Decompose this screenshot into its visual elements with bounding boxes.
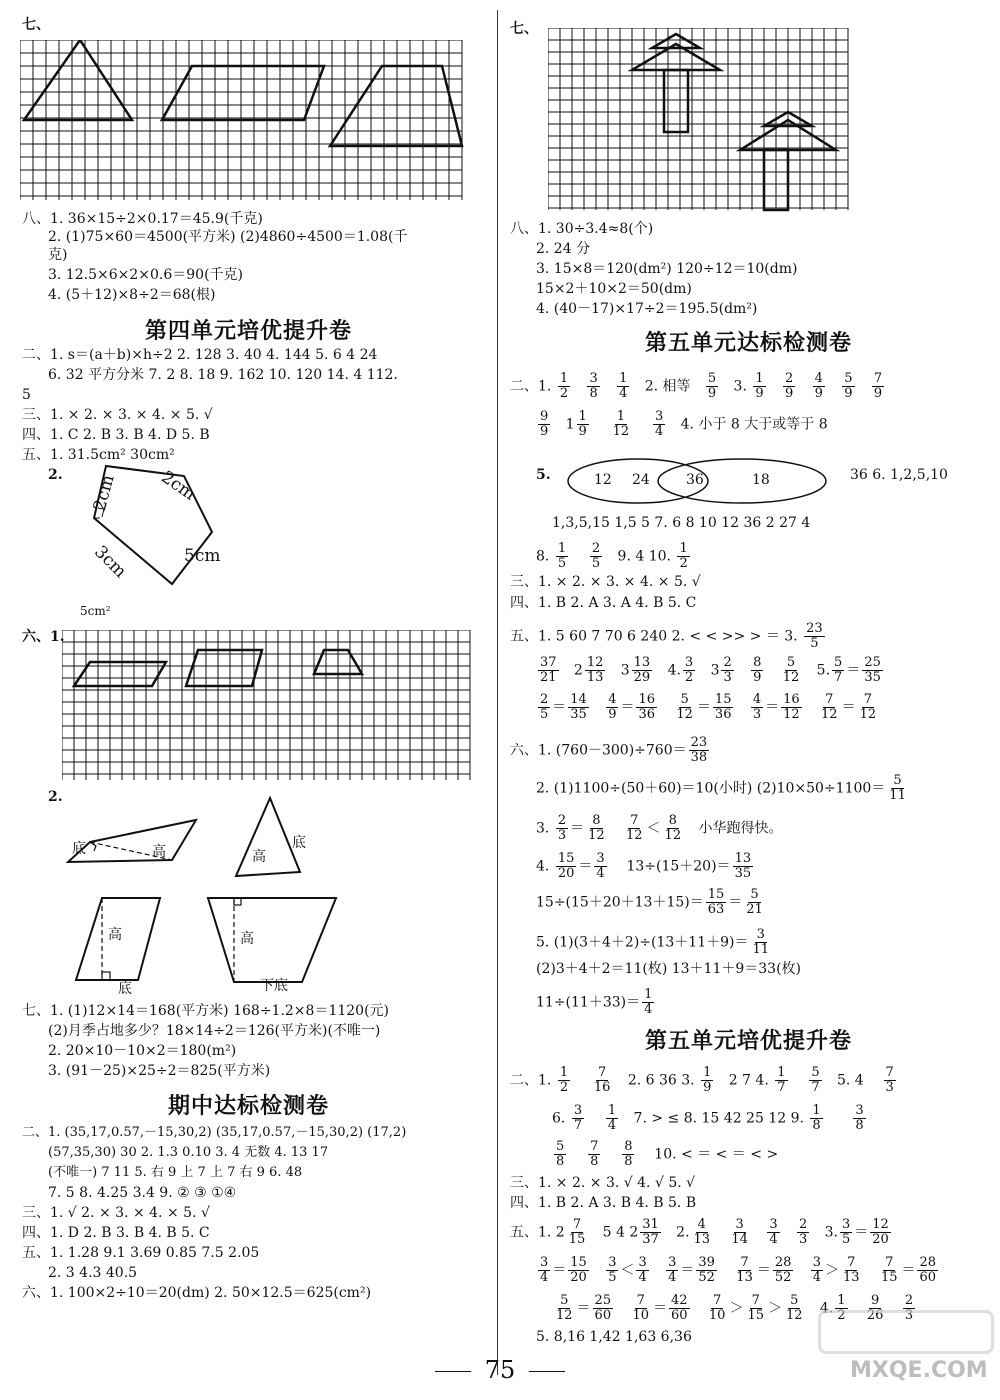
mid-line4: 7. 5 8. 4.25 3.4 9. ② ③ ①④ bbox=[48, 1185, 237, 1201]
u4-sec6-q2: 2. bbox=[48, 789, 63, 805]
grid-shapes-figure bbox=[20, 40, 470, 210]
page-number: 75 bbox=[0, 1356, 1000, 1384]
unit5-advanced-title: 第五单元培优提升卷 bbox=[644, 1029, 852, 1054]
lbl-height-3: 高 bbox=[108, 927, 122, 943]
u5-row18: 11÷(11＋33)＝ $\frac{1}{4}$ bbox=[536, 987, 653, 1017]
u5b-row5: 四、1. B 2. A 3. B 4. B 5. B bbox=[510, 1195, 697, 1211]
u5b-row8: $\frac{5}{12}$ ＝ $\frac{25}{60}$ $\frac{7}{10}$ ＝ $\frac{42}{60}$ $\frac{7}{10}$ ＞ $\frac{7}{15}$ ＞ $\frac{5}{12}$ 4. $\frac{1}{2}$ $\frac{9}{26}$ $\frac{2}{3}$ bbox=[556, 1293, 914, 1323]
u5b-row7: $\frac{3}{4}$ ＝ $\frac{15}{20}$ $\frac{3}{5}$ ＜ $\frac{3}{4}$ $\frac{3}{4}$ ＝ $\frac{39}{52}$ $\frac{7}{13}$ ＝ $\frac{28}{52}$ $\frac{3}{4}$ ＞ $\frac{7}{13}$ $\frac{7}{15}$ ＝ $\frac{28}{60}$ bbox=[540, 1255, 937, 1285]
left-sec7b-line3: 2. 20×10－10×2＝180(m²) bbox=[48, 1043, 237, 1059]
right-sec8-line1: 八、1. 30÷3.4≈8(个) bbox=[510, 221, 654, 237]
right-sec8-line2: 2. 24 分 bbox=[536, 241, 591, 257]
quad-label-left-top: 2cm bbox=[89, 472, 119, 514]
u4-line7: 2. bbox=[48, 467, 63, 483]
left-sec8-line2: 2. (1)75×60＝4500(平方米) (2)4860÷4500＝1.08(千 bbox=[48, 229, 408, 245]
right-sec8-line3: 3. 15×8＝120(dm²) 120÷12＝10(dm) bbox=[536, 261, 798, 277]
u5-row7: 四、1. B 2. A 3. A 4. B 5. C bbox=[510, 595, 697, 611]
venn-value-4: 18 bbox=[752, 472, 770, 488]
u5-row14: 4. $\frac{15}{20}$ ＝ $\frac{3}{4}$ 13÷(15＋20)＝ $\frac{13}{35}$ bbox=[536, 851, 752, 881]
grid-figure-2 bbox=[62, 630, 474, 785]
lbl-base-1: 底 bbox=[72, 841, 86, 857]
quad-label-bottom-left: 3cm bbox=[90, 542, 131, 582]
parallelogram-shape-3 bbox=[186, 650, 262, 686]
heights-figure bbox=[66, 790, 366, 990]
u5-row5: 8. $\frac{1}{5}$ $\frac{2}{5}$ 9. 4 10. $\frac{1}{2}$ bbox=[536, 541, 688, 571]
u5b-row9: 5. 8,16 1,42 1,63 6,36 bbox=[536, 1329, 692, 1345]
u5-row12: 2. (1)1100÷(50＋60)＝10(小时) (2)10×50÷1100＝ $\frac{5}{11}$ bbox=[536, 773, 906, 803]
u5b-row1: 二、1. $\frac{1}{2}$ $\frac{7}{16}$ 2. 6 36 3. $\frac{1}{9}$ 2 7 4. $\frac{1}{7}$ $\frac{5}{7}$ 5. 4 $\frac{7}{3}$ bbox=[510, 1065, 894, 1095]
column-divider bbox=[497, 10, 498, 1375]
u5-row11: 六、1. (760－300)÷760＝ $\frac{23}{38}$ bbox=[510, 735, 708, 765]
u5-row1: 二、1. $\frac{1}{2}$ $\frac{3}{8}$ $\frac{1}{4}$ 2. 相等 $\frac{5}{9}$ 3. $\frac{1}{9}$ $\frac{2}{9}$ $\frac{4}{9}$ $\frac{5}{9}$ $\frac{7}{9}$ bbox=[510, 371, 883, 401]
lbl-lower-base: 下底 bbox=[260, 978, 288, 994]
u4-line4: 三、1. × 2. × 3. × 4. × 5. √ bbox=[22, 407, 213, 423]
grid-tree-figure bbox=[548, 28, 852, 213]
mid-line8: 2. 3 4.3 40.5 bbox=[48, 1265, 138, 1281]
u4-area-answer: 5cm² bbox=[80, 604, 111, 618]
u5b-row4: 三、1. × 2. × 3. √ 4. √ 5. √ bbox=[510, 1175, 696, 1191]
parallelogram-shape bbox=[162, 66, 324, 120]
mid-line3: (不唯一) 7 11 5. 右 9 上 7 上 7 右 9 6. 48 bbox=[48, 1165, 303, 1180]
lbl-base-3: 底 bbox=[118, 981, 132, 997]
right-sec8-line4: 15×2＋10×2＝50(dm) bbox=[536, 281, 692, 297]
u4-line2: 6. 32 平方分米 7. 2 8. 18 9. 162 10. 120 14. 4 112. bbox=[48, 367, 398, 383]
lbl-height-1: 高 bbox=[152, 844, 166, 860]
u5-row2: $\frac{9}{9}$ 1 $\frac{1}{9}$ $\frac{1}{12}$ $\frac{3}{4}$ 4. 小于 8 大于或等于 8 bbox=[540, 409, 828, 439]
watermark-text: MXQE.COM bbox=[850, 1358, 988, 1383]
triangle-shape bbox=[24, 40, 132, 120]
watermark-logo bbox=[818, 1310, 994, 1354]
left-sec8-line1: 八、1. 36×15÷2×0.17＝45.9(千克) bbox=[22, 211, 263, 227]
u5-row8: 五、1. 5 60 7 70 6 240 2. < < >> > ＝ 3. $\frac{23}{5}$ bbox=[510, 621, 823, 651]
u5-q5-label: 5. bbox=[536, 467, 551, 483]
u5b-row3: $\frac{5}{8}$ $\frac{7}{8}$ $\frac{8}{8}$ 10. < ＝ < ＝ < > bbox=[556, 1139, 779, 1169]
left-sec8-line4: 3. 12.5×6×2×0.6＝90(千克) bbox=[48, 267, 243, 283]
left-section-7-label: 七、 bbox=[22, 17, 50, 33]
left-sec8-line5: 4. (5＋12)×8÷2＝68(根) bbox=[48, 287, 216, 303]
u4-sec6-label: 六、1. bbox=[22, 629, 65, 645]
u5-row4: 1,3,5,15 1,5 5 7. 6 8 10 12 36 2 27 4 bbox=[552, 515, 811, 531]
mid-line5: 三、1. √ 2. × 3. × 4. × 5. √ bbox=[22, 1205, 210, 1221]
u5-row6: 三、1. × 2. × 3. × 4. × 5. √ bbox=[510, 574, 701, 590]
mid-line2: (57,35,30) 30 2. 1.3 0.10 3. 4 无数 4. 13 17 bbox=[48, 1145, 329, 1160]
venn-value-2: 24 bbox=[632, 472, 650, 488]
u4-line6: 五、1. 31.5cm² 30cm² bbox=[22, 447, 175, 463]
u4-line5: 四、1. C 2. B 3. B 4. D 5. B bbox=[22, 427, 210, 443]
tree-shape-1 bbox=[652, 34, 700, 48]
unit4-title: 第四单元培优提升卷 bbox=[144, 319, 352, 344]
mid-line7: 五、1. 1.28 9.1 3.69 0.85 7.5 2.05 bbox=[22, 1245, 260, 1261]
u5-row3b: 36 6. 1,2,5,10 bbox=[850, 467, 948, 483]
quad-label-right-top: 2cm bbox=[157, 467, 199, 505]
u5-row10: $\frac{2}{5}$ ＝ $\frac{14}{35}$ $\frac{4}{9}$ ＝ $\frac{16}{36}$ $\frac{5}{12}$ ＝ $\frac{15}{36}$ $\frac{4}{3}$ ＝ $\frac{16}{12}$ $\frac{7}{12}$ ＝ $\frac{7}{12}$ bbox=[540, 692, 877, 722]
lbl-height-4: 高 bbox=[240, 931, 254, 947]
venn-value-1: 12 bbox=[594, 472, 612, 488]
mid-line1: 二、1. (35,17,0.57,－15,30,2) (35,17,0.57,－15,30,2) (17,2) bbox=[22, 1125, 407, 1140]
lbl-height-2: 高 bbox=[252, 849, 266, 865]
u5-row16: 5. (1)(3＋4＋2)÷(13＋11＋9)＝ $\frac{3}{11}$ bbox=[536, 927, 770, 957]
u4-line1: 二、1. s＝(a＋b)×h÷2 2. 128 3. 40 4. 144 5. 6 4 24 bbox=[22, 347, 378, 363]
trapezoid-shape bbox=[330, 66, 462, 146]
right-section-7-label: 七、 bbox=[510, 21, 538, 37]
left-sec7b-line4: 3. (91－25)×25÷2＝825(平方米) bbox=[48, 1063, 271, 1079]
u5-row17: (2)3＋4＋2＝11(枚) 13＋11＋9＝33(枚) bbox=[536, 961, 802, 977]
lbl-base-2: 底 bbox=[292, 835, 306, 851]
venn-value-3: 36 bbox=[686, 472, 704, 488]
left-sec7b-line2: (2)月季占地多少？18×14÷2＝126(平方米)(不唯一) bbox=[48, 1023, 381, 1039]
u4-line3: 5 bbox=[22, 387, 31, 403]
mid-line6: 四、1. D 2. B 3. B 4. B 5. C bbox=[22, 1225, 210, 1241]
left-sec8-line3: 克) bbox=[48, 247, 68, 263]
u5-row9: $\frac{37}{21}$ 2 $\frac{12}{13}$ 3 $\frac{13}{29}$ 4. $\frac{3}{2}$ 3 $\frac{2}{3}$ $\frac{8}{9}$ $\frac{5}{12}$ 5. $\frac{5}{7}$ ＝ $\frac{25}{35}$ bbox=[540, 655, 881, 685]
unit5-title: 第五单元达标检测卷 bbox=[644, 331, 852, 356]
u5-row13: 3. $\frac{2}{3}$ ＝ $\frac{8}{12}$ $\frac{7}{12}$ ＜ $\frac{8}{12}$ 小华跑得快。 bbox=[536, 813, 783, 843]
u5b-row2: 6. $\frac{3}{7}$ $\frac{1}{4}$ 7. > ≤ 8. 15 42 25 12 9. $\frac{1}{8}$ $\frac{3}{8}$ bbox=[552, 1103, 864, 1133]
u5-row15: 15÷(15＋20＋13＋15)＝ $\frac{15}{63}$ ＝ $\frac{5}{21}$ bbox=[536, 887, 763, 917]
mid-line9: 六、1. 100×2÷10＝20(dm) 2. 50×12.5＝625(cm²) bbox=[22, 1285, 372, 1301]
u5b-row6: 五、1. 2 $\frac{7}{15}$ 5 4 2 $\frac{31}{37}$ 2. $\frac{4}{13}$ $\frac{3}{14}$ $\frac{3}{4}$ $\frac{2}{3}$ 3. $\frac{3}{5}$ ＝ $\frac{12}{20}$ bbox=[510, 1217, 889, 1247]
midterm-title: 期中达标检测卷 bbox=[167, 1094, 329, 1119]
right-sec8-line5: 4. (40－17)×17÷2＝195.5(dm²) bbox=[536, 301, 758, 317]
left-sec7b-line1: 七、1. (1)12×14＝168(平方米) 168÷1.2×8＝1120(元) bbox=[22, 1003, 390, 1019]
quad-label-right: 5cm bbox=[184, 546, 221, 566]
